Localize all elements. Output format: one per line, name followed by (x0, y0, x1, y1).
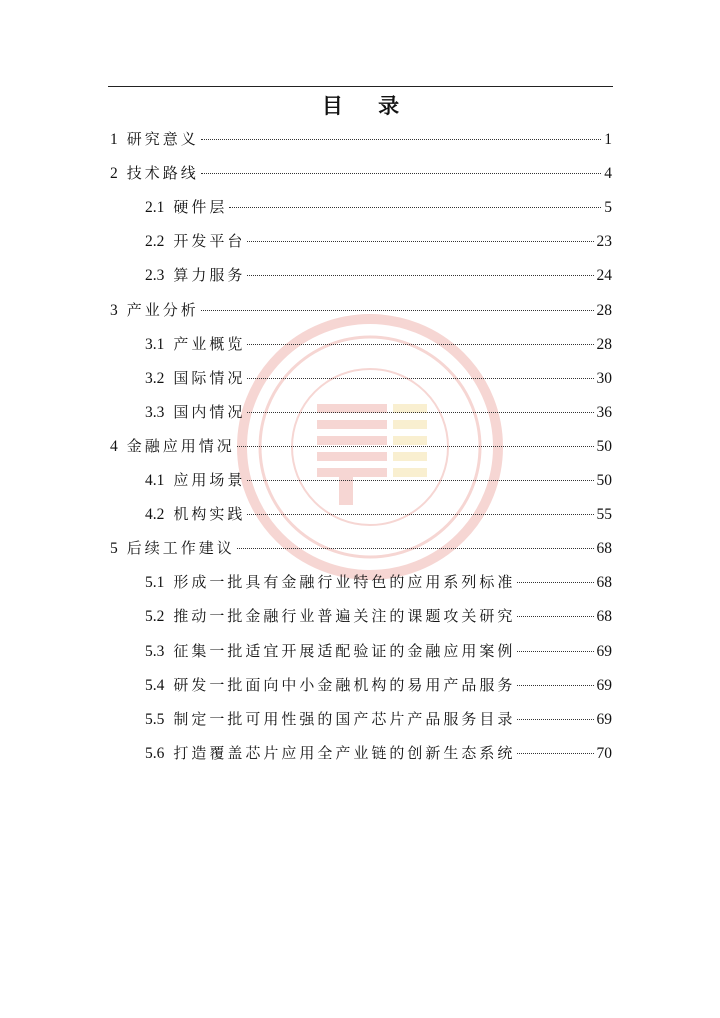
toc-dot-leader (229, 207, 601, 208)
toc-dot-leader (247, 412, 593, 413)
toc-entry[interactable] (145, 228, 612, 254)
toc-entry-label: 国内情况 (173, 402, 246, 421)
toc-dot-leader (247, 514, 593, 515)
toc-entry[interactable] (145, 194, 612, 220)
toc-entry-label: 后续工作建议 (126, 539, 235, 558)
toc-entry[interactable] (110, 535, 612, 561)
toc-entry-label: 推动一批金融行业普遍关注的课题攻关研究 (173, 607, 516, 626)
toc-entry-number: 4 (110, 437, 118, 455)
toc-entry-page: 68 (596, 574, 612, 592)
toc-entry-page: 1 (604, 131, 612, 148)
toc-entry-page: 70 (596, 744, 612, 762)
toc-entry-label: 国际情况 (173, 368, 246, 387)
toc-entry-number: 5 (110, 540, 118, 558)
toc-entry-page: 69 (596, 642, 612, 660)
toc-entry-label: 机构实践 (173, 505, 246, 524)
toc-dot-leader (201, 139, 601, 140)
toc-entry-page: 50 (596, 472, 612, 489)
toc-dot-leader (247, 378, 593, 379)
toc-entry[interactable] (145, 262, 612, 288)
toc-entry[interactable] (145, 603, 612, 629)
toc-entry-label: 制定一批可用性强的国产芯片产品服务目录 (173, 709, 516, 728)
toc-entry[interactable] (145, 672, 612, 698)
toc-entry[interactable] (110, 297, 612, 323)
toc-entry-number: 2.2 (145, 233, 165, 251)
toc-dot-leader (201, 173, 601, 174)
toc-entry-number: 2 (110, 165, 118, 183)
toc-entry-page: 69 (596, 710, 612, 728)
toc-entry-page: 30 (596, 369, 612, 387)
toc-dot-leader (201, 310, 594, 311)
toc-entry-label: 研究意义 (126, 130, 199, 148)
toc-entry-number: 5.6 (145, 744, 165, 762)
toc-entry-label: 产业概览 (173, 334, 246, 353)
toc-entry-label: 金融应用情况 (126, 436, 235, 455)
toc-entry-page: 36 (596, 403, 612, 421)
toc-entry-number: 2.3 (145, 267, 165, 285)
toc-entry-page: 50 (596, 437, 612, 455)
toc-entry-page: 4 (604, 165, 612, 183)
toc-dot-leader (517, 719, 593, 720)
toc-entry-number: 5.1 (145, 574, 165, 592)
toc-entry-number: 4.2 (145, 506, 165, 524)
toc-dot-leader (237, 446, 594, 447)
toc-entry-number: 3.2 (145, 369, 165, 387)
page-title: 目 录 (321, 93, 414, 118)
toc-entry[interactable] (145, 467, 612, 493)
toc-entry-page: 28 (596, 335, 612, 353)
toc-dot-leader (247, 275, 593, 276)
toc-entry-label: 算力服务 (173, 266, 246, 285)
toc-entry-label: 开发平台 (173, 232, 246, 251)
toc-dot-leader (517, 753, 593, 754)
toc-entry-number: 5.4 (145, 676, 165, 694)
toc-entry-number: 5.5 (145, 710, 165, 728)
toc-entry-page: 69 (596, 676, 612, 694)
toc-dot-leader (517, 651, 593, 652)
toc-entry-number: 4.1 (145, 472, 165, 489)
toc-entry[interactable] (145, 501, 612, 527)
toc-entry-page: 68 (596, 608, 612, 626)
toc-entry-number: 5.2 (145, 608, 165, 626)
toc-entry-number: 3.3 (145, 403, 165, 421)
toc-entry-page: 24 (596, 267, 612, 285)
toc-entry-page: 55 (596, 506, 612, 524)
toc-entry[interactable] (145, 706, 612, 732)
toc-entry-page: 5 (604, 199, 612, 217)
toc-entry-label: 征集一批适宜开展适配验证的金融应用案例 (173, 641, 516, 660)
toc-dot-leader (517, 616, 593, 617)
toc-dot-leader (517, 685, 593, 686)
toc-entry-number: 1 (110, 131, 118, 148)
toc-entry-number: 2.1 (145, 199, 165, 217)
toc-entry-number: 3.1 (145, 335, 165, 353)
toc-entry[interactable] (145, 740, 612, 766)
toc-entry-label: 硬件层 (173, 198, 228, 217)
toc-entry[interactable] (145, 569, 612, 595)
toc-entry-page: 68 (596, 540, 612, 558)
toc-entry[interactable] (110, 126, 612, 152)
toc-dot-leader (517, 582, 593, 583)
toc-dot-leader (247, 480, 593, 481)
toc-entry[interactable] (145, 365, 612, 391)
toc-entry[interactable] (145, 399, 612, 425)
toc-dot-leader (237, 548, 594, 549)
toc-entry-label: 技术路线 (126, 164, 199, 183)
toc-entry-label: 形成一批具有金融行业特色的应用系列标准 (173, 573, 516, 592)
toc-entry-label: 应用场景 (173, 471, 246, 489)
toc-entry-page: 28 (596, 301, 612, 319)
toc-entry[interactable] (145, 331, 612, 357)
toc-entry-number: 5.3 (145, 642, 165, 660)
toc-dot-leader (247, 344, 593, 345)
toc-entry-number: 3 (110, 301, 118, 319)
toc-entry-label: 打造覆盖芯片应用全产业链的创新生态系统 (173, 743, 516, 762)
toc-entry[interactable] (145, 638, 612, 664)
toc-entry[interactable] (110, 160, 612, 186)
toc-entry-label: 研发一批面向中小金融机构的易用产品服务 (173, 675, 516, 694)
toc-entry[interactable] (110, 433, 612, 459)
toc-dot-leader (247, 241, 593, 242)
toc-entry-page: 23 (596, 233, 612, 251)
toc-entry-label: 产业分析 (126, 300, 199, 319)
